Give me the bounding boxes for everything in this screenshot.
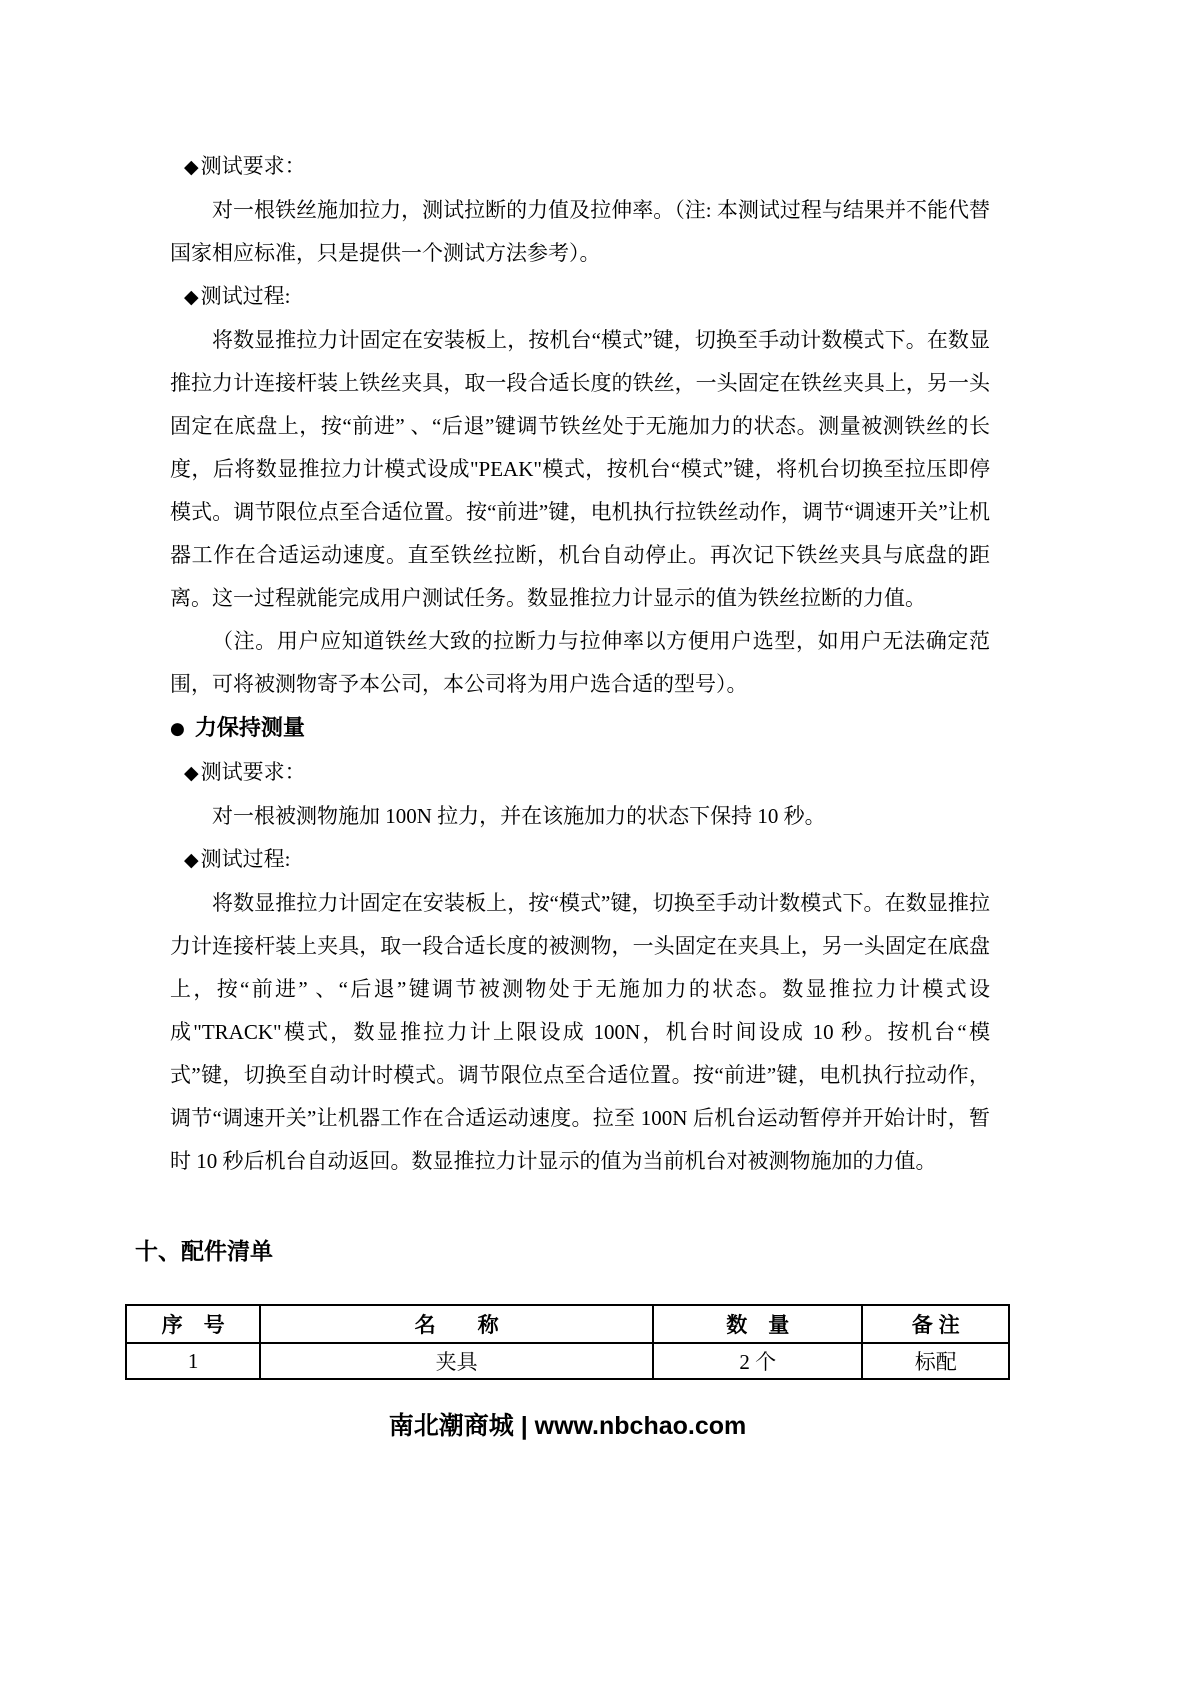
column-header-quantity: 数 量 xyxy=(653,1305,862,1343)
force-hold-process-paragraph: 将数显推拉力计固定在安装板上，按“模式”键，切换至手动计数模式下。在数显推拉力计连接杆装上夹具，取一段合适长度的被测物，一头固定在夹具上，另一头固定在底盘上，按“前进” 、“后退”键调节被测物处于无施加力的状态。数显推拉力计模式设成"TRACK"模式，数显推拉力计上限设成 100N，机台时间设成 10 秒。按机台“模式”键，切换至自动计时模式。调节限位点至合适位置。按“前进”键，电机执行拉动作，调节“调速开关”让机器工作在合适运动速度。拉至 100N 后机台运动暂停并开始计时，暂时 10 秒后机台自动返回。数显推拉力计显示的值为当前机台对被测物施加的力值。 xyxy=(170,891,990,1173)
column-header-remark: 备 注 xyxy=(862,1305,1009,1343)
column-header-name: 名 称 xyxy=(260,1305,653,1343)
cell-quantity: 2 个 xyxy=(653,1343,862,1379)
diamond-bullet-icon: ◆ xyxy=(184,762,199,784)
table-header-row xyxy=(126,1305,1009,1343)
cell-remark: 标配 xyxy=(862,1343,1009,1379)
circle-bullet-icon: ● xyxy=(170,719,185,739)
cell-index: 1 xyxy=(126,1343,260,1379)
force-hold-requirement-paragraph: 对一根被测物施加 100N 拉力，并在该施加力的状态下保持 10 秒。 xyxy=(212,804,826,828)
tensile-requirement-paragraph: 对一根铁丝施加拉力，测试拉断的力值及拉伸率。（注: 本测试过程与结果并不能代替国家相应标准，只是提供一个测试方法参考）。 xyxy=(170,198,990,265)
accessories-section-title: 十、配件清单 xyxy=(135,1238,273,1264)
diamond-bullet-icon: ◆ xyxy=(184,156,199,178)
cell-name: 夹具 xyxy=(260,1343,653,1379)
body-text-block xyxy=(170,145,990,1183)
diamond-bullet-icon: ◆ xyxy=(184,286,199,308)
heading-text: 测试要求： xyxy=(200,760,306,784)
heading-text: 测试过程: xyxy=(200,284,291,308)
diamond-bullet-icon: ◆ xyxy=(184,849,199,871)
tensile-process-paragraph: 将数显推拉力计固定在安装板上，按机台“模式”键，切换至手动计数模式下。在数显推拉力计连接杆装上铁丝夹具，取一段合适长度的铁丝，一头固定在铁丝夹具上，另一头固定在底盘上，按“前进” 、“后退”键调节铁丝处于无施加力的状态。测量被测铁丝的长度，后将数显推拉力计模式设成"PEAK"模式，按机台“模式”键，将机台切换至拉压即停模式。调节限位点至合适位置。按“前进”键，电机执行拉铁丝动作，调节“调速开关”让机器工作在合适运动速度。直至铁丝拉断，机台自动停止。再次记下铁丝夹具与底盘的距离。这一过程就能完成用户测试任务。数显推拉力计显示的值为铁丝拉断的力值。 xyxy=(170,328,990,610)
force-hold-section-title xyxy=(170,706,990,751)
column-header-index: 序 号 xyxy=(126,1305,260,1343)
tensile-requirement-heading xyxy=(170,145,990,189)
tensile-process-note: （注。用户应知道铁丝大致的拉断力与拉伸率以方便用户选型，如用户无法确定范围，可将被测物寄予本公司，本公司将为用户选合适的型号）。 xyxy=(170,629,990,696)
section-title-text: 力保持测量 xyxy=(194,715,305,740)
heading-text: 测试过程: xyxy=(200,847,291,871)
heading-text: 测试要求： xyxy=(200,154,306,178)
page-footer: 南北潮商城 | www.nbchao.com xyxy=(388,1412,747,1440)
force-hold-process-heading xyxy=(170,838,990,882)
accessories-table xyxy=(125,1304,1010,1380)
tensile-process-heading xyxy=(170,275,990,319)
table-row xyxy=(126,1343,1009,1379)
force-hold-requirement-heading xyxy=(170,751,990,795)
